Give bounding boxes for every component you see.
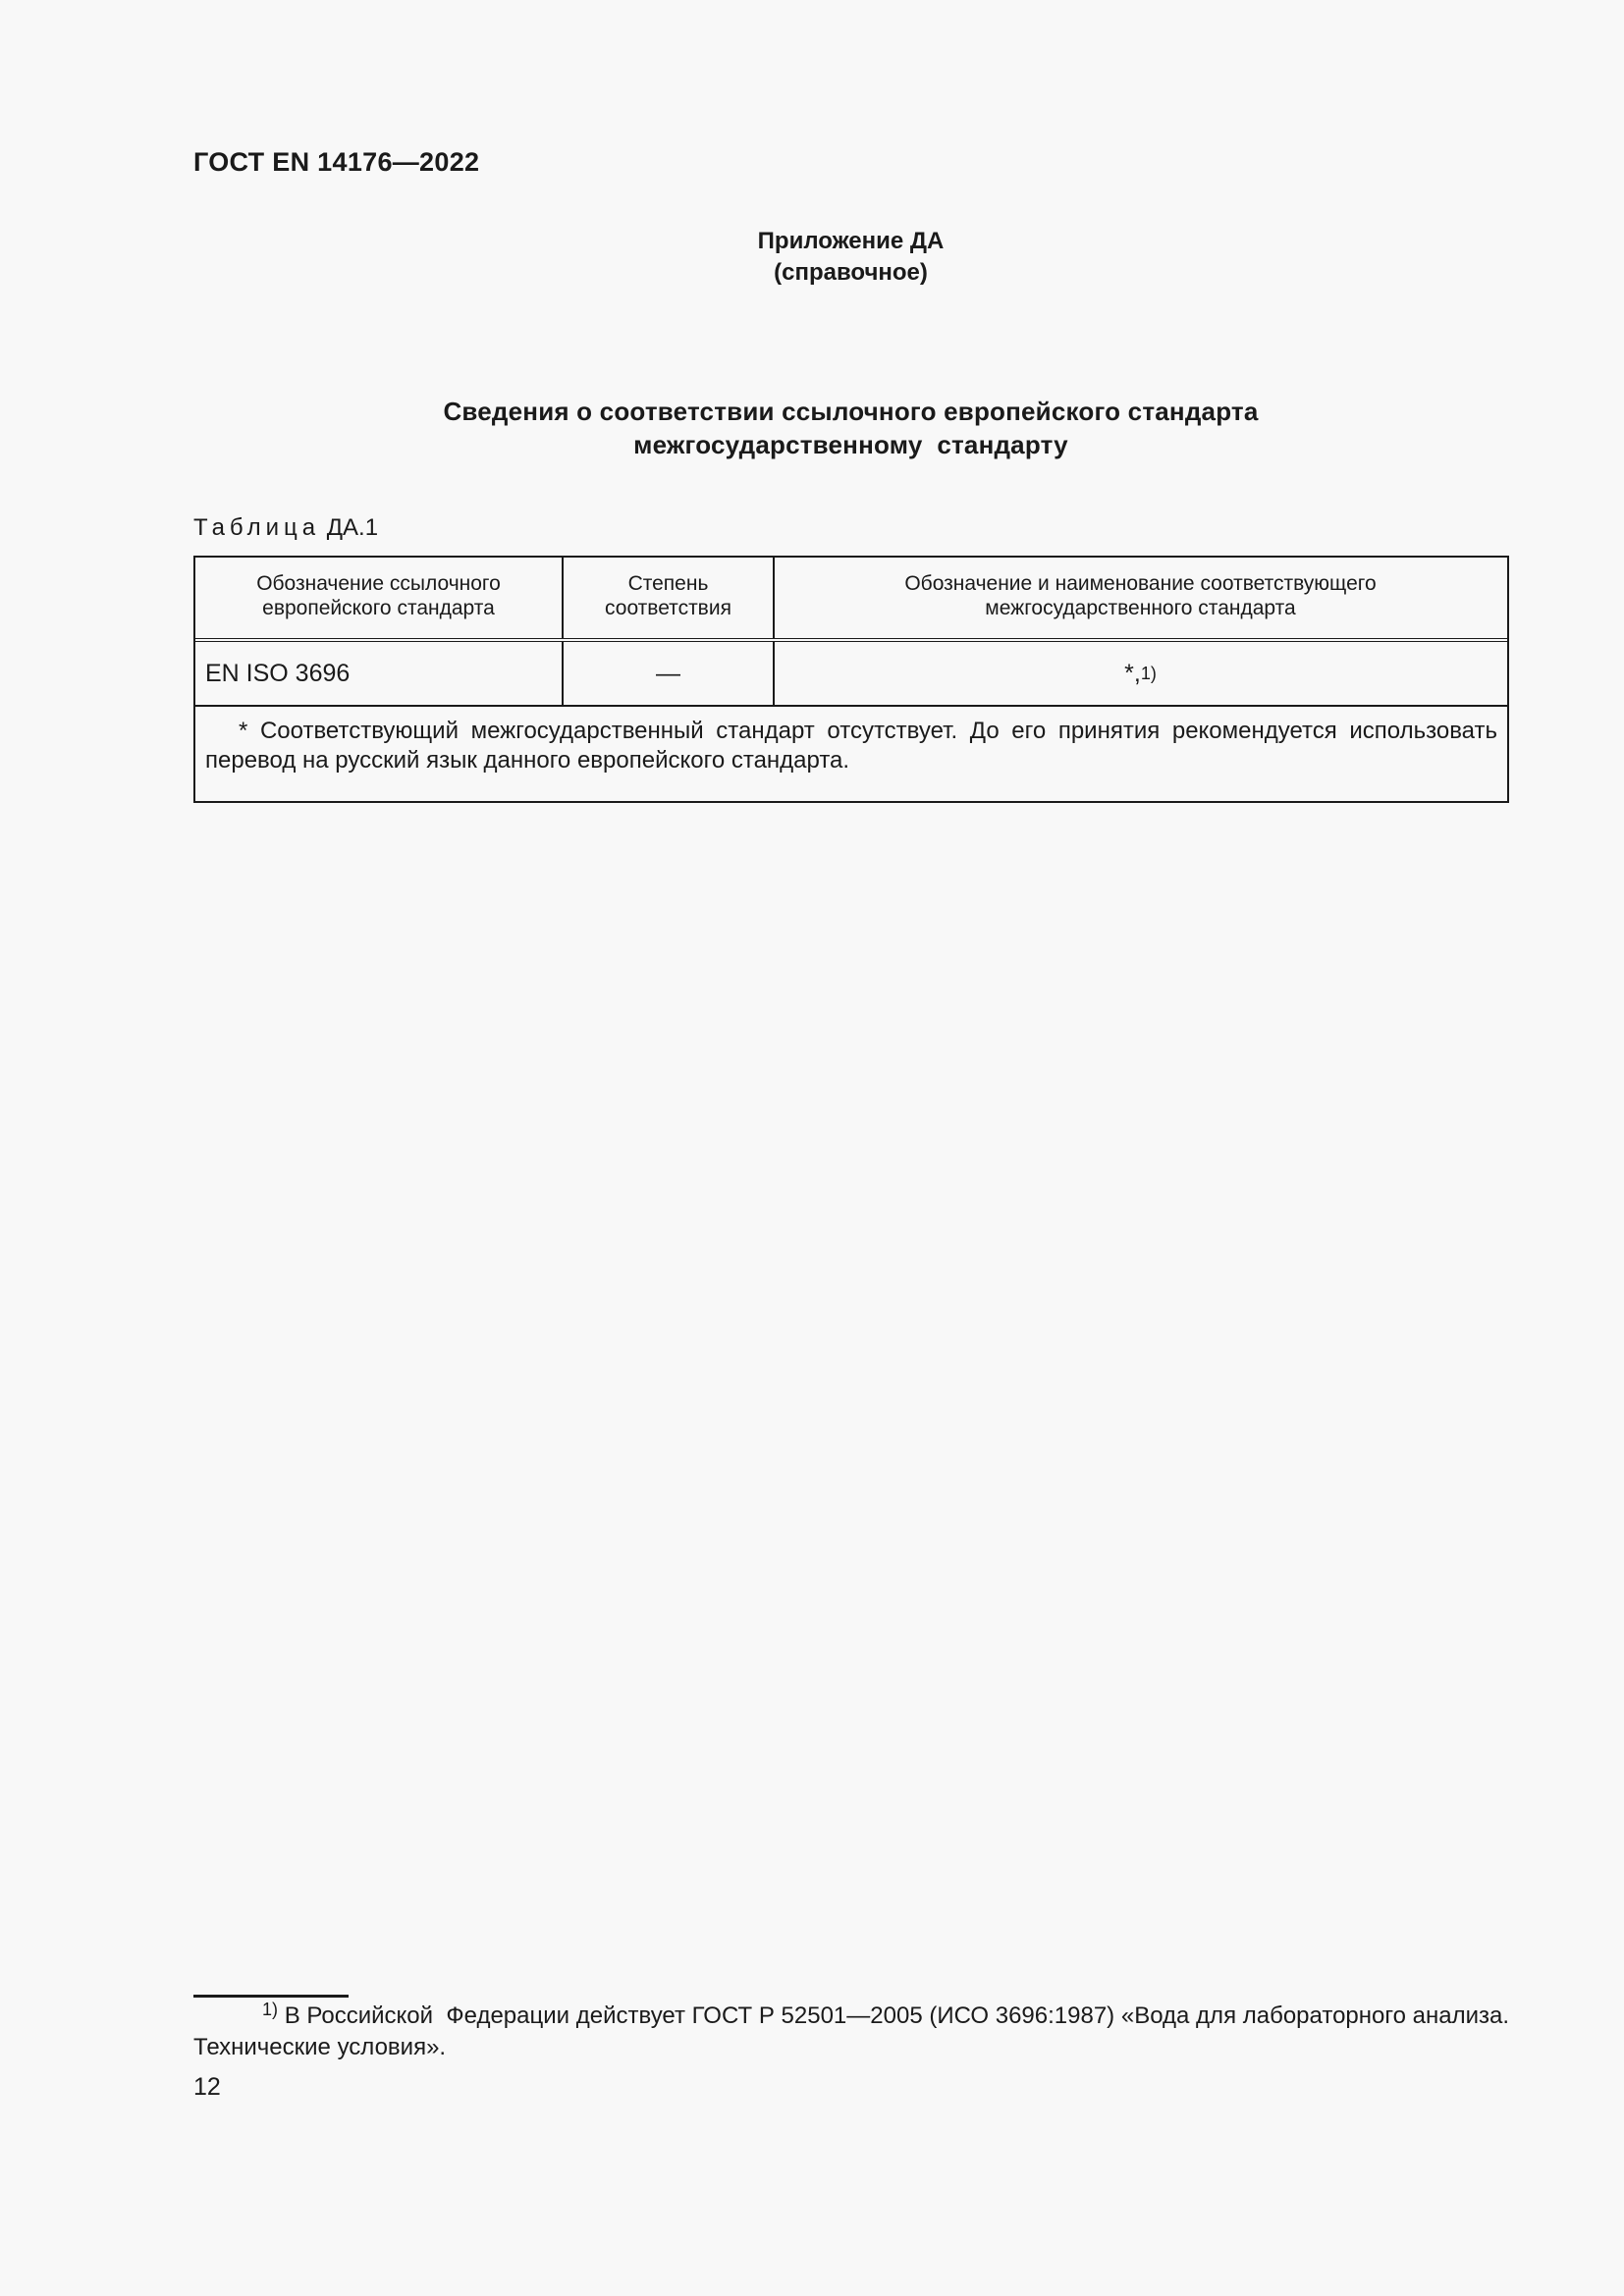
footnote-text: В Российской Федерации действует ГОСТ Р 52501—2005 (ИСО 3696:1987) «Вода для лабораторного анализа. Технические условия». [193, 2002, 1516, 2060]
header-cell-degree [564, 558, 775, 638]
header-equivalent-line2: межгосударственного стандарта [985, 597, 1296, 619]
header-cell-equivalent [775, 558, 1506, 638]
header-equivalent-line1: Обозначение и наименование соответствующего [904, 572, 1377, 595]
annex-heading [0, 226, 1624, 289]
section-title [0, 395, 1624, 461]
header-reference-line1: Обозначение ссылочного [256, 572, 501, 595]
page-number: 12 [193, 2073, 221, 2101]
correspondence-table [193, 556, 1509, 803]
section-title-line1: Сведения о соответствии ссылочного европейского стандарта [443, 397, 1259, 426]
table-note: * Соответствующий межгосударственный стандарт отсутствует. До его принятия рекомендуется использовать перевод на русский язык данного европейского стандарта. [205, 718, 1497, 774]
cell-equivalent-mark: *, [1124, 659, 1141, 687]
annex-subtitle: (справочное) [774, 259, 928, 286]
table-row [195, 642, 1507, 707]
cell-equivalent: *, 1) [1124, 659, 1157, 687]
header-degree-line2: соответствия [605, 597, 731, 619]
footnote [193, 2000, 1516, 2063]
header-cell-reference [195, 558, 564, 638]
section-title-line2: межгосударственному стандарту [633, 430, 1068, 459]
footnote-separator [193, 1995, 349, 1998]
document-code: ГОСТ EN 14176—2022 [193, 147, 480, 177]
header-degree-line1: Степень [627, 572, 709, 595]
table-caption-number: ДА.1 [326, 514, 379, 541]
footnote-marker: 1) [262, 2000, 279, 2019]
cell-reference: EN ISO 3696 [195, 642, 564, 705]
annex-title: Приложение ДА [757, 228, 945, 254]
header-reference-line2: европейского стандарта [262, 597, 495, 619]
cell-degree: — [564, 642, 775, 705]
table-caption-word: Таблица [193, 514, 321, 541]
table-header-row [195, 558, 1507, 642]
table-caption [193, 514, 378, 542]
